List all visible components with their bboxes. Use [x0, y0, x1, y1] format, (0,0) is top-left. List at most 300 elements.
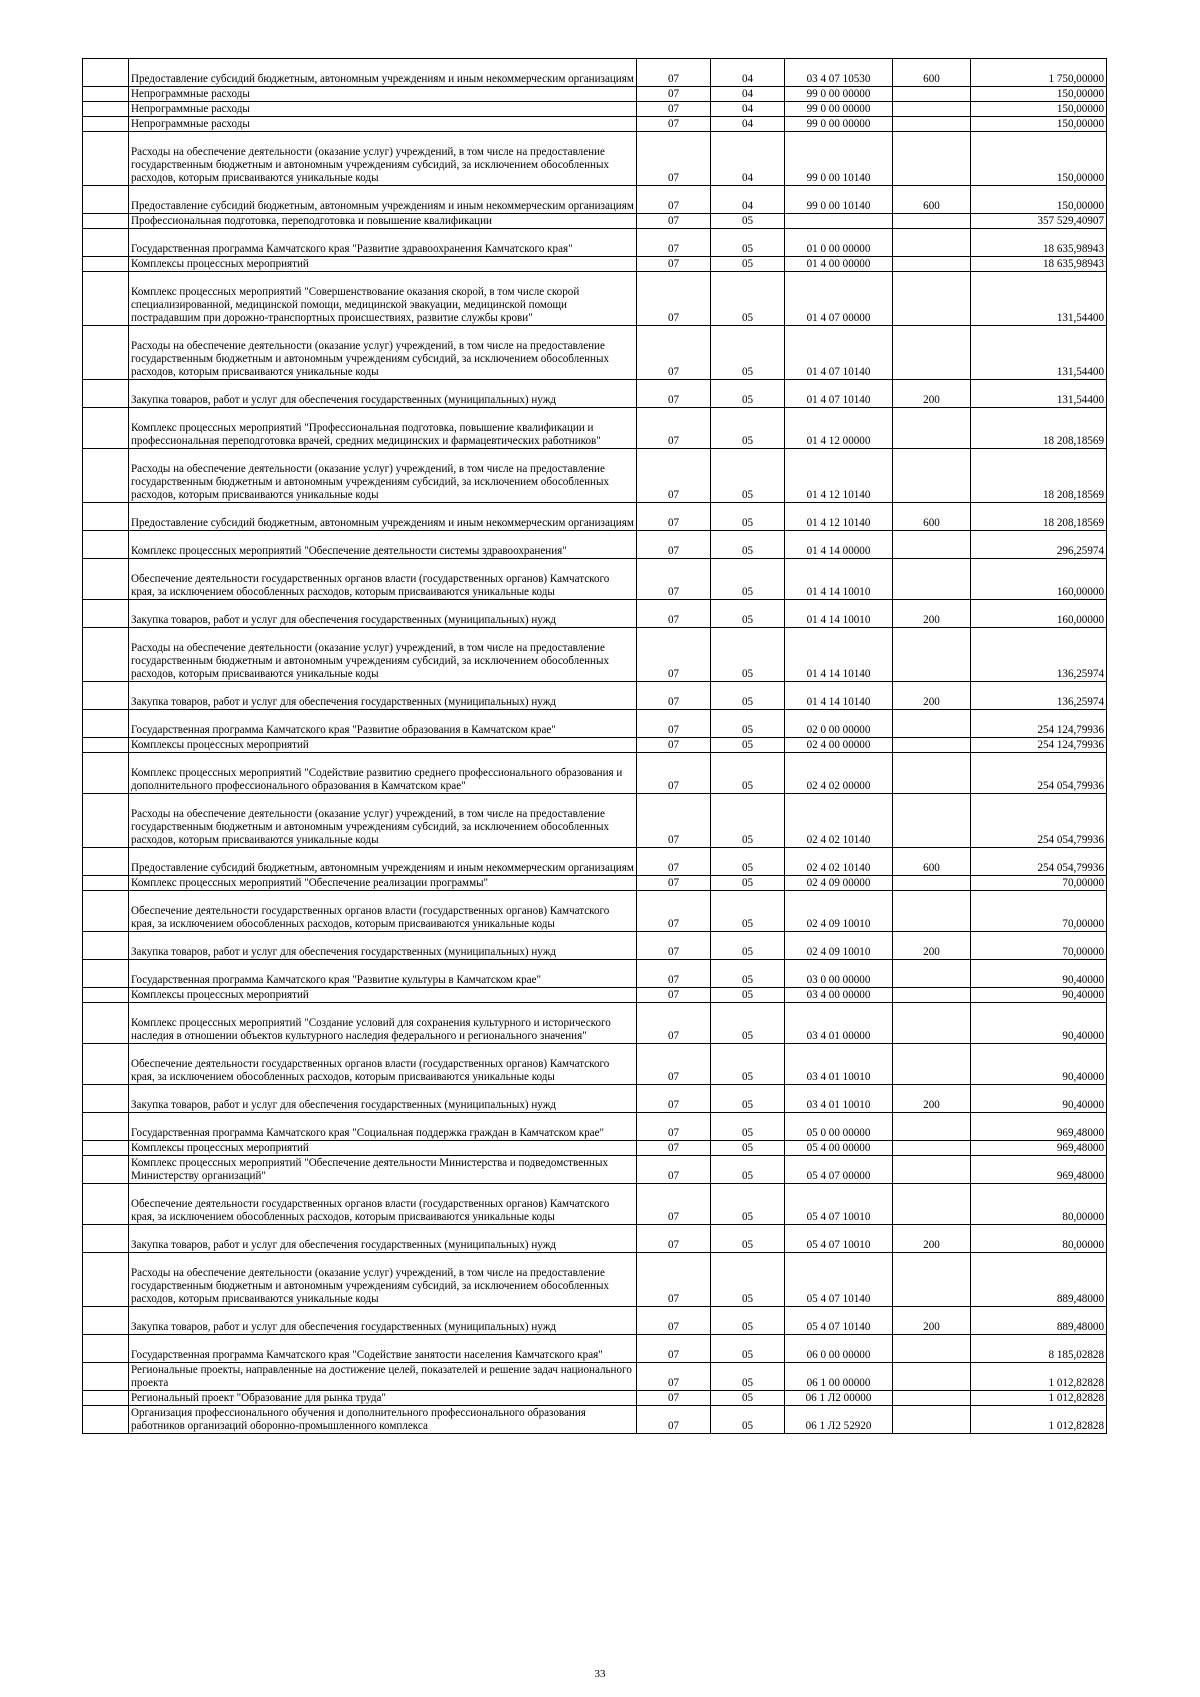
- row-blank-cell: [83, 1184, 129, 1225]
- row-amount-cell: 150,00000: [971, 132, 1107, 186]
- row-type-cell: [893, 891, 971, 932]
- row-type-cell: 200: [893, 682, 971, 710]
- row-section-cell: 07: [637, 186, 711, 214]
- row-amount-cell: 90,40000: [971, 1003, 1107, 1044]
- row-code-cell: 03 4 00 00000: [785, 988, 893, 1003]
- row-code-cell: 06 1 00 00000: [785, 1363, 893, 1391]
- row-amount-cell: 254 054,79936: [971, 753, 1107, 794]
- row-section-cell: 07: [637, 1253, 711, 1307]
- row-name-cell: Закупка товаров, работ и услуг для обеспечения государственных (муниципальных) нужд: [129, 932, 637, 960]
- row-amount-cell: 70,00000: [971, 891, 1107, 932]
- row-code-cell: 01 4 00 00000: [785, 257, 893, 272]
- row-section-cell: 07: [637, 988, 711, 1003]
- row-amount-cell: 90,40000: [971, 1044, 1107, 1085]
- row-amount-cell: 254 124,79936: [971, 738, 1107, 753]
- row-subsection-cell: 05: [711, 682, 785, 710]
- row-section-cell: 07: [637, 710, 711, 738]
- row-blank-cell: [83, 272, 129, 326]
- row-subsection-cell: 04: [711, 87, 785, 102]
- row-name-cell: Комплексы процессных мероприятий: [129, 988, 637, 1003]
- row-code-cell: 05 4 07 10010: [785, 1225, 893, 1253]
- row-name-cell: Комплекс процессных мероприятий "Создание условий для сохранения культурного и исторического наследия в отношении объектов культурного наследия федерального и регионального значения": [129, 1003, 637, 1044]
- table-row: [83, 753, 1107, 794]
- row-section-cell: 07: [637, 1307, 711, 1335]
- row-code-cell: 01 4 12 10140: [785, 503, 893, 531]
- row-section-cell: 07: [637, 753, 711, 794]
- table-row: [83, 531, 1107, 559]
- table-row: [83, 710, 1107, 738]
- row-name-cell: Расходы на обеспечение деятельности (оказание услуг) учреждений, в том числе на предоставление государственным бюджетным и автономным учреждениям субсидий, за исключением обособленных расходов, которым присваиваются уникальные коды: [129, 1253, 637, 1307]
- row-type-cell: [893, 1156, 971, 1184]
- row-section-cell: 07: [637, 102, 711, 117]
- row-type-cell: [893, 1141, 971, 1156]
- row-type-cell: [893, 257, 971, 272]
- row-amount-cell: 296,25974: [971, 531, 1107, 559]
- table-row: [83, 794, 1107, 848]
- row-code-cell: 01 4 07 00000: [785, 272, 893, 326]
- row-amount-cell: 8 185,02828: [971, 1335, 1107, 1363]
- table-row: [83, 1156, 1107, 1184]
- row-blank-cell: [83, 1044, 129, 1085]
- row-section-cell: 07: [637, 1391, 711, 1406]
- row-blank-cell: [83, 214, 129, 229]
- row-type-cell: 200: [893, 600, 971, 628]
- row-code-cell: 05 0 00 00000: [785, 1113, 893, 1141]
- row-blank-cell: [83, 503, 129, 531]
- row-type-cell: 200: [893, 932, 971, 960]
- table-row: [83, 132, 1107, 186]
- row-blank-cell: [83, 257, 129, 272]
- row-code-cell: 99 0 00 00000: [785, 87, 893, 102]
- row-type-cell: [893, 408, 971, 449]
- row-section-cell: 07: [637, 1225, 711, 1253]
- row-amount-cell: 18 635,98943: [971, 229, 1107, 257]
- table-row: [83, 408, 1107, 449]
- row-code-cell: 02 4 02 10140: [785, 848, 893, 876]
- row-type-cell: 600: [893, 186, 971, 214]
- row-name-cell: Непрограммные расходы: [129, 102, 637, 117]
- row-name-cell: Непрограммные расходы: [129, 87, 637, 102]
- table-row: [83, 229, 1107, 257]
- row-blank-cell: [83, 186, 129, 214]
- table-row: [83, 257, 1107, 272]
- row-section-cell: 07: [637, 408, 711, 449]
- row-subsection-cell: 05: [711, 891, 785, 932]
- row-subsection-cell: 05: [711, 1003, 785, 1044]
- row-name-cell: Государственная программа Камчатского края "Развитие культуры в Камчатском крае": [129, 960, 637, 988]
- row-section-cell: 07: [637, 932, 711, 960]
- row-code-cell: 06 1 Л2 00000: [785, 1391, 893, 1406]
- row-code-cell: 05 4 07 10140: [785, 1307, 893, 1335]
- row-blank-cell: [83, 1335, 129, 1363]
- row-name-cell: Обеспечение деятельности государственных органов власти (государственных органов) Камчатского края, за исключением обособленных расходов, которым присваиваются уникальные коды: [129, 1044, 637, 1085]
- row-code-cell: 99 0 00 00000: [785, 117, 893, 132]
- row-subsection-cell: 04: [711, 117, 785, 132]
- row-blank-cell: [83, 102, 129, 117]
- row-name-cell: Расходы на обеспечение деятельности (оказание услуг) учреждений, в том числе на предоставление государственным бюджетным и автономным учреждениям субсидий, за исключением обособленных расходов, которым присваиваются уникальные коды: [129, 132, 637, 186]
- row-name-cell: Предоставление субсидий бюджетным, автономным учреждениям и иным некоммерческим организациям: [129, 186, 637, 214]
- row-type-cell: [893, 559, 971, 600]
- row-section-cell: 07: [637, 1141, 711, 1156]
- row-blank-cell: [83, 876, 129, 891]
- row-name-cell: Обеспечение деятельности государственных органов власти (государственных органов) Камчатского края, за исключением обособленных расходов, которым присваиваются уникальные коды: [129, 891, 637, 932]
- row-type-cell: [893, 1406, 971, 1434]
- table-row: [83, 848, 1107, 876]
- row-section-cell: 07: [637, 326, 711, 380]
- row-amount-cell: 80,00000: [971, 1184, 1107, 1225]
- row-type-cell: [893, 1003, 971, 1044]
- table-row: [83, 1406, 1107, 1434]
- row-code-cell: 05 4 07 00000: [785, 1156, 893, 1184]
- row-section-cell: 07: [637, 132, 711, 186]
- row-subsection-cell: 05: [711, 1156, 785, 1184]
- table-row: [83, 117, 1107, 132]
- row-amount-cell: 889,48000: [971, 1307, 1107, 1335]
- row-subsection-cell: 05: [711, 503, 785, 531]
- row-section-cell: 07: [637, 1406, 711, 1434]
- row-section-cell: 07: [637, 531, 711, 559]
- row-blank-cell: [83, 753, 129, 794]
- row-blank-cell: [83, 117, 129, 132]
- row-amount-cell: 18 208,18569: [971, 503, 1107, 531]
- row-section-cell: 07: [637, 1003, 711, 1044]
- row-subsection-cell: 05: [711, 628, 785, 682]
- row-blank-cell: [83, 1141, 129, 1156]
- table-row: [83, 1391, 1107, 1406]
- row-name-cell: Комплекс процессных мероприятий "Обеспечение деятельности Министерства и подведомственных Министерству организаций": [129, 1156, 637, 1184]
- row-subsection-cell: 05: [711, 257, 785, 272]
- row-subsection-cell: 05: [711, 794, 785, 848]
- row-subsection-cell: 04: [711, 102, 785, 117]
- row-blank-cell: [83, 229, 129, 257]
- row-type-cell: [893, 531, 971, 559]
- row-code-cell: 06 0 00 00000: [785, 1335, 893, 1363]
- row-section-cell: 07: [637, 738, 711, 753]
- row-type-cell: 200: [893, 1307, 971, 1335]
- row-name-cell: Государственная программа Камчатского края "Содействие занятости населения Камчатского края": [129, 1335, 637, 1363]
- table-row: [83, 1184, 1107, 1225]
- row-type-cell: [893, 132, 971, 186]
- row-code-cell: 01 4 14 10140: [785, 682, 893, 710]
- row-blank-cell: [83, 738, 129, 753]
- table-row: [83, 1307, 1107, 1335]
- row-amount-cell: 70,00000: [971, 932, 1107, 960]
- row-blank-cell: [83, 682, 129, 710]
- row-subsection-cell: 05: [711, 1363, 785, 1391]
- row-blank-cell: [83, 1113, 129, 1141]
- row-blank-cell: [83, 710, 129, 738]
- row-amount-cell: 70,00000: [971, 876, 1107, 891]
- row-name-cell: Государственная программа Камчатского края "Развитие здравоохранения Камчатского края": [129, 229, 637, 257]
- row-type-cell: [893, 1391, 971, 1406]
- row-section-cell: 07: [637, 380, 711, 408]
- row-subsection-cell: 05: [711, 600, 785, 628]
- row-subsection-cell: 05: [711, 214, 785, 229]
- row-code-cell: 05 4 07 10010: [785, 1184, 893, 1225]
- row-type-cell: [893, 1184, 971, 1225]
- table-row: [83, 1363, 1107, 1391]
- row-amount-cell: 136,25974: [971, 628, 1107, 682]
- table-row: [83, 87, 1107, 102]
- row-code-cell: 99 0 00 10140: [785, 186, 893, 214]
- table-row: [83, 1225, 1107, 1253]
- row-section-cell: 07: [637, 1113, 711, 1141]
- row-type-cell: 600: [893, 59, 971, 87]
- row-amount-cell: 160,00000: [971, 600, 1107, 628]
- row-amount-cell: 90,40000: [971, 1085, 1107, 1113]
- row-code-cell: 05 4 00 00000: [785, 1141, 893, 1156]
- row-section-cell: 07: [637, 1085, 711, 1113]
- row-name-cell: Закупка товаров, работ и услуг для обеспечения государственных (муниципальных) нужд: [129, 1085, 637, 1113]
- row-name-cell: Профессиональная подготовка, переподготовка и повышение квалификации: [129, 214, 637, 229]
- table-row: [83, 682, 1107, 710]
- row-name-cell: Региональный проект "Образование для рынка труда": [129, 1391, 637, 1406]
- row-blank-cell: [83, 1085, 129, 1113]
- row-name-cell: Комплекс процессных мероприятий "Обеспечение деятельности системы здравоохранения": [129, 531, 637, 559]
- row-type-cell: [893, 753, 971, 794]
- budget-table: [82, 58, 1107, 1434]
- row-section-cell: 07: [637, 257, 711, 272]
- row-blank-cell: [83, 988, 129, 1003]
- row-name-cell: Расходы на обеспечение деятельности (оказание услуг) учреждений, в том числе на предоставление государственным бюджетным и автономным учреждениям субсидий, за исключением обособленных расходов, которым присваиваются уникальные коды: [129, 326, 637, 380]
- table-row: [83, 988, 1107, 1003]
- row-section-cell: 07: [637, 87, 711, 102]
- row-name-cell: Непрограммные расходы: [129, 117, 637, 132]
- row-subsection-cell: 04: [711, 59, 785, 87]
- row-amount-cell: 969,48000: [971, 1156, 1107, 1184]
- row-blank-cell: [83, 794, 129, 848]
- row-amount-cell: 889,48000: [971, 1253, 1107, 1307]
- row-amount-cell: 254 054,79936: [971, 794, 1107, 848]
- row-blank-cell: [83, 1225, 129, 1253]
- row-section-cell: 07: [637, 848, 711, 876]
- row-section-cell: 07: [637, 559, 711, 600]
- row-code-cell: 01 4 07 10140: [785, 380, 893, 408]
- row-amount-cell: 150,00000: [971, 186, 1107, 214]
- row-amount-cell: 150,00000: [971, 102, 1107, 117]
- row-section-cell: 07: [637, 59, 711, 87]
- row-name-cell: Расходы на обеспечение деятельности (оказание услуг) учреждений, в том числе на предоставление государственным бюджетным и автономным учреждениям субсидий, за исключением обособленных расходов, которым присваиваются уникальные коды: [129, 794, 637, 848]
- row-name-cell: Комплекс процессных мероприятий "Профессиональная подготовка, повышение квалификации и профессиональная переподготовка врачей, средних медицинских и фармацевтических работников": [129, 408, 637, 449]
- row-code-cell: 02 0 00 00000: [785, 710, 893, 738]
- row-blank-cell: [83, 59, 129, 87]
- row-name-cell: Комплексы процессных мероприятий: [129, 1141, 637, 1156]
- row-subsection-cell: 05: [711, 1044, 785, 1085]
- row-amount-cell: 90,40000: [971, 988, 1107, 1003]
- row-amount-cell: 1 750,00000: [971, 59, 1107, 87]
- table-row: [83, 738, 1107, 753]
- row-name-cell: Обеспечение деятельности государственных органов власти (государственных органов) Камчатского края, за исключением обособленных расходов, которым присваиваются уникальные коды: [129, 1184, 637, 1225]
- row-subsection-cell: 05: [711, 1225, 785, 1253]
- table-row: [83, 1085, 1107, 1113]
- row-code-cell: 01 0 00 00000: [785, 229, 893, 257]
- row-code-cell: 02 4 02 00000: [785, 753, 893, 794]
- row-section-cell: 07: [637, 628, 711, 682]
- row-blank-cell: [83, 559, 129, 600]
- row-type-cell: [893, 1113, 971, 1141]
- page-number: 33: [594, 1668, 606, 1680]
- row-subsection-cell: 05: [711, 380, 785, 408]
- row-section-cell: 07: [637, 1044, 711, 1085]
- row-code-cell: 01 4 14 00000: [785, 531, 893, 559]
- row-type-cell: [893, 214, 971, 229]
- table-row: [83, 1003, 1107, 1044]
- row-amount-cell: 18 635,98943: [971, 257, 1107, 272]
- row-amount-cell: 254 054,79936: [971, 848, 1107, 876]
- table-row: [83, 272, 1107, 326]
- row-name-cell: Комплексы процессных мероприятий: [129, 257, 637, 272]
- row-type-cell: [893, 1044, 971, 1085]
- row-section-cell: 07: [637, 794, 711, 848]
- row-amount-cell: 150,00000: [971, 87, 1107, 102]
- row-code-cell: 02 4 09 00000: [785, 876, 893, 891]
- row-section-cell: 07: [637, 1335, 711, 1363]
- row-type-cell: 200: [893, 380, 971, 408]
- table-row: [83, 891, 1107, 932]
- table-row: [83, 1253, 1107, 1307]
- row-subsection-cell: 05: [711, 1113, 785, 1141]
- row-blank-cell: [83, 600, 129, 628]
- row-type-cell: [893, 960, 971, 988]
- row-blank-cell: [83, 1253, 129, 1307]
- row-subsection-cell: 05: [711, 1085, 785, 1113]
- table-row: [83, 876, 1107, 891]
- row-name-cell: Предоставление субсидий бюджетным, автономным учреждениям и иным некоммерческим организациям: [129, 848, 637, 876]
- table-row: [83, 628, 1107, 682]
- row-code-cell: 03 4 01 10010: [785, 1085, 893, 1113]
- row-type-cell: [893, 87, 971, 102]
- row-type-cell: [893, 876, 971, 891]
- row-code-cell: 99 0 00 10140: [785, 132, 893, 186]
- row-section-cell: 07: [637, 876, 711, 891]
- row-code-cell: 03 4 07 10530: [785, 59, 893, 87]
- row-subsection-cell: 05: [711, 1141, 785, 1156]
- row-code-cell: 05 4 07 10140: [785, 1253, 893, 1307]
- row-type-cell: [893, 229, 971, 257]
- row-section-cell: 07: [637, 117, 711, 132]
- row-subsection-cell: 05: [711, 272, 785, 326]
- row-subsection-cell: 05: [711, 559, 785, 600]
- table-row: [83, 503, 1107, 531]
- row-subsection-cell: 05: [711, 408, 785, 449]
- row-type-cell: [893, 117, 971, 132]
- row-type-cell: [893, 1335, 971, 1363]
- row-name-cell: Закупка товаров, работ и услуг для обеспечения государственных (муниципальных) нужд: [129, 682, 637, 710]
- row-subsection-cell: 05: [711, 1391, 785, 1406]
- row-blank-cell: [83, 891, 129, 932]
- row-name-cell: Организация профессионального обучения и дополнительного профессионального образования работников организаций оборонно-промышленного комплекса: [129, 1406, 637, 1434]
- table-body: [83, 59, 1107, 1434]
- table-row: [83, 1141, 1107, 1156]
- table-row: [83, 380, 1107, 408]
- row-subsection-cell: 05: [711, 876, 785, 891]
- row-code-cell: 01 4 14 10140: [785, 628, 893, 682]
- row-type-cell: [893, 1363, 971, 1391]
- row-name-cell: Обеспечение деятельности государственных органов власти (государственных органов) Камчатского края, за исключением обособленных расходов, которым присваиваются уникальные коды: [129, 559, 637, 600]
- row-code-cell: 03 0 00 00000: [785, 960, 893, 988]
- row-subsection-cell: 05: [711, 326, 785, 380]
- row-type-cell: [893, 738, 971, 753]
- row-name-cell: Закупка товаров, работ и услуг для обеспечения государственных (муниципальных) нужд: [129, 1307, 637, 1335]
- row-name-cell: Предоставление субсидий бюджетным, автономным учреждениям и иным некоммерческим организациям: [129, 59, 637, 87]
- row-type-cell: 200: [893, 1085, 971, 1113]
- row-name-cell: Закупка товаров, работ и услуг для обеспечения государственных (муниципальных) нужд: [129, 1225, 637, 1253]
- row-section-cell: 07: [637, 503, 711, 531]
- row-name-cell: Закупка товаров, работ и услуг для обеспечения государственных (муниципальных) нужд: [129, 600, 637, 628]
- row-type-cell: 600: [893, 503, 971, 531]
- row-amount-cell: 18 208,18569: [971, 408, 1107, 449]
- table-row: [83, 326, 1107, 380]
- row-code-cell: 02 4 02 10140: [785, 794, 893, 848]
- row-type-cell: [893, 710, 971, 738]
- row-name-cell: Комплекс процессных мероприятий "Обеспечение реализации программы": [129, 876, 637, 891]
- row-code-cell: 03 4 01 00000: [785, 1003, 893, 1044]
- row-name-cell: Комплекс процессных мероприятий "Совершенствование оказания скорой, в том числе скорой специализированной, медицинской помощи, медицинской эвакуации, медицинской помощи пострадавшим при дорожно-транспортных происшествиях, развитие службы крови": [129, 272, 637, 326]
- row-type-cell: [893, 326, 971, 380]
- row-amount-cell: 357 529,40907: [971, 214, 1107, 229]
- row-blank-cell: [83, 1003, 129, 1044]
- row-amount-cell: 1 012,82828: [971, 1406, 1107, 1434]
- row-amount-cell: 160,00000: [971, 559, 1107, 600]
- row-code-cell: 01 4 12 10140: [785, 449, 893, 503]
- row-section-cell: 07: [637, 960, 711, 988]
- table-row: [83, 1113, 1107, 1141]
- row-blank-cell: [83, 1391, 129, 1406]
- row-code-cell: 03 4 01 10010: [785, 1044, 893, 1085]
- row-blank-cell: [83, 1307, 129, 1335]
- row-subsection-cell: 05: [711, 449, 785, 503]
- row-name-cell: Государственная программа Камчатского края "Развитие образования в Камчатском крае": [129, 710, 637, 738]
- row-blank-cell: [83, 132, 129, 186]
- row-name-cell: Комплексы процессных мероприятий: [129, 738, 637, 753]
- row-blank-cell: [83, 380, 129, 408]
- row-section-cell: 07: [637, 214, 711, 229]
- row-subsection-cell: 05: [711, 1406, 785, 1434]
- row-amount-cell: 136,25974: [971, 682, 1107, 710]
- table-row: [83, 59, 1107, 87]
- row-subsection-cell: 05: [711, 960, 785, 988]
- row-subsection-cell: 05: [711, 1335, 785, 1363]
- row-section-cell: 07: [637, 449, 711, 503]
- row-subsection-cell: 05: [711, 1307, 785, 1335]
- table-row: [83, 559, 1107, 600]
- row-blank-cell: [83, 960, 129, 988]
- row-amount-cell: 80,00000: [971, 1225, 1107, 1253]
- row-name-cell: Региональные проекты, направленные на достижение целей, показателей и решение задач национального проекта: [129, 1363, 637, 1391]
- row-name-cell: Закупка товаров, работ и услуг для обеспечения государственных (муниципальных) нужд: [129, 380, 637, 408]
- row-name-cell: Расходы на обеспечение деятельности (оказание услуг) учреждений, в том числе на предоставление государственным бюджетным и автономным учреждениям субсидий, за исключением обособленных расходов, которым присваиваются уникальные коды: [129, 449, 637, 503]
- row-subsection-cell: 05: [711, 738, 785, 753]
- row-blank-cell: [83, 87, 129, 102]
- row-blank-cell: [83, 531, 129, 559]
- row-name-cell: Комплекс процессных мероприятий "Содействие развитию среднего профессионального образования и дополнительного профессионального образования в Камчатском крае": [129, 753, 637, 794]
- row-code-cell: 01 4 12 00000: [785, 408, 893, 449]
- row-section-cell: 07: [637, 1184, 711, 1225]
- row-blank-cell: [83, 628, 129, 682]
- row-blank-cell: [83, 408, 129, 449]
- row-type-cell: [893, 988, 971, 1003]
- row-amount-cell: 969,48000: [971, 1141, 1107, 1156]
- row-code-cell: 02 4 09 10010: [785, 891, 893, 932]
- row-type-cell: [893, 272, 971, 326]
- row-subsection-cell: 05: [711, 531, 785, 559]
- row-blank-cell: [83, 1156, 129, 1184]
- row-subsection-cell: 04: [711, 186, 785, 214]
- row-type-cell: [893, 628, 971, 682]
- row-subsection-cell: 05: [711, 753, 785, 794]
- row-subsection-cell: 05: [711, 848, 785, 876]
- row-blank-cell: [83, 449, 129, 503]
